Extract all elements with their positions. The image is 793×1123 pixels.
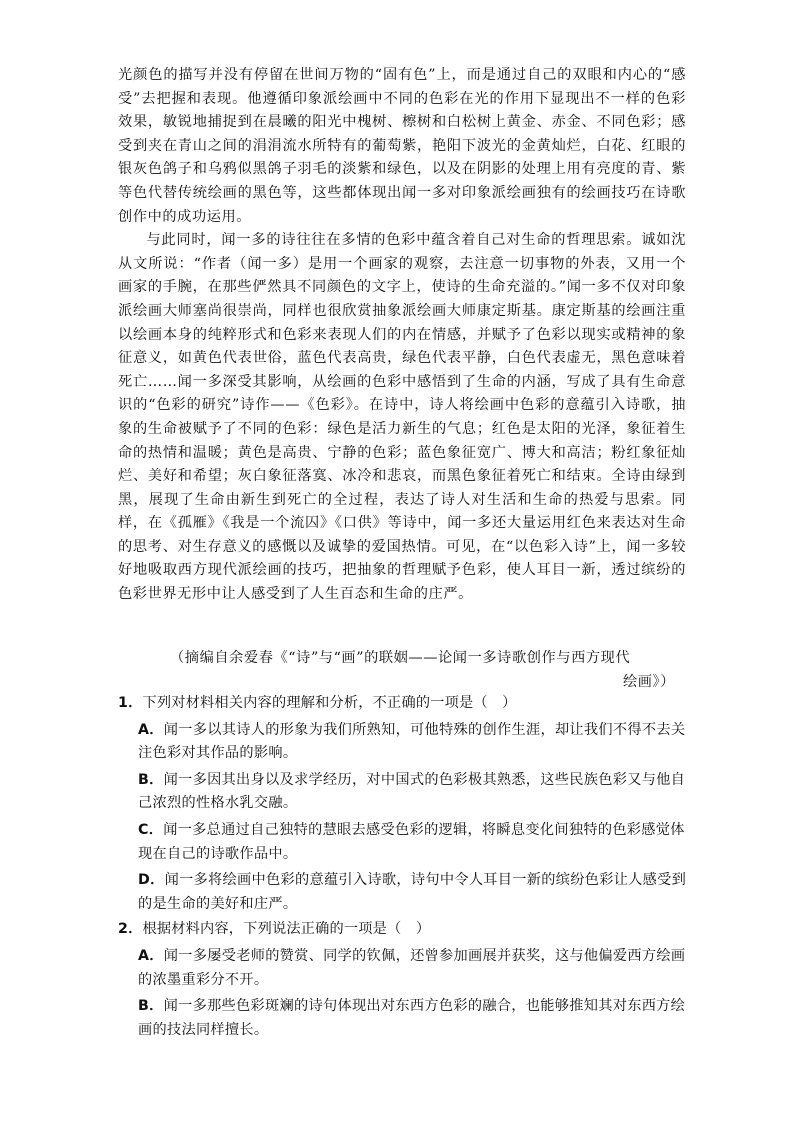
source-citation: [170, 647, 675, 694]
source-citation-line: （摘编自余爱春《“诗”与“画”的联姻——论闻一多诗歌创作与西方现代: [170, 650, 631, 666]
question-text: 根据材料内容，下列说法正确的一项是（ ）: [142, 921, 431, 938]
passage-paragraph: 光颜色的描写并没有停留在世间万物的“固有色”上，而是通过自己的双眼和内心的“感受”去把握和表现。他遵循印象派绘画中不同的色彩在光的作用下显现出不一样的色彩效果，敏锐地捕捉到在晨曦的阳光中槐树、檫树和白松树上黄金、赤金、不同色彩；感受到夹在青山之间的涓涓流水所特有的葡萄紫，艳阳下波光的金黄灿烂，白花、红眼的银灰色鸽子和乌鸦似黑鸽子羽毛的淡紫和绿色，以及在阴影的处理上用有亮度的青、紫等色代替传统绘画的黑色等，这些都体现出闻一多对印象派绘画独有的绘画技巧在诗歌创作中的成功运用。: [118, 67, 686, 225]
question-2: [118, 918, 688, 1042]
option-letter: A．: [138, 721, 164, 738]
option-text: 闻一多因其出身以及求学经历，对中国式的色彩极其熟悉，这些民族色彩又与他自己浓烈的性格水乳交融。: [138, 771, 686, 812]
question-stem: [118, 692, 688, 716]
question-stem: [118, 918, 688, 942]
option-letter: B．: [138, 771, 164, 788]
option-d: [118, 869, 688, 916]
option-letter: B．: [138, 998, 164, 1015]
option-text: 闻一多那些色彩斑斓的诗句体现出对东西方色彩的融合，也能够推知其对东西方绘画的技法同样擅长。: [138, 998, 686, 1038]
option-text: 闻一多屡受老师的赞赏、同学的钦佩，还曾参加画展并获奖，这与他偏爱西方绘画的浓墨重彩分不开。: [138, 947, 686, 988]
question-number: 1．: [118, 695, 143, 711]
option-text: 闻一多总通过自己独特的慧眼去感受色彩的逻辑，将瞬息变化间独特的色彩感觉体现在自己的诗歌作品中。: [138, 821, 685, 862]
reading-passage: [118, 64, 686, 607]
question-1: [118, 692, 688, 916]
option-letter: A．: [138, 947, 164, 964]
option-letter: C．: [138, 821, 164, 838]
option-b: [118, 769, 688, 816]
question-number: 2．: [118, 921, 143, 938]
option-text: 闻一多将绘画中色彩的意蕴引入诗歌，诗句中令人耳目一新的缤纷色彩让人感受到的是生命的美好和庄严。: [138, 872, 687, 912]
passage-paragraph: 与此同时，闻一多的诗往往在多情的色彩中蕴含着自己对生命的哲理思索。诚如沈从文所说：“作者（闻一多）是用一个画家的观察，去注意一切事物的外表，又用一个画家的手腕，在那些俨然具不同颜色的文字上，使诗的生命充溢的。”闻一多不仅对印象派绘画大师塞尚很崇尚，同样也很欣赏抽象派绘画大师康定斯基。康定斯基的绘画注重以绘画本身的纯粹形式和色彩来表现人们的内在情感，并赋予了色彩以现实或精神的象征意义，如黄色代表世俗，蓝色代表高贵，绿色代表平静，白色代表虚无，黑色意味着死亡……闻一多深受其影响，从绘画的色彩中感悟到了生命的内涵，写成了具有生命意识的“色彩的研究”诗作——《色彩》。在诗中，诗人将绘画中色彩的意蕴引入诗歌，抽象的生命被赋予了不同的色彩：绿色是活力新生的气息；红色是太阳的光泽，象征着生命的热情和温暖；黄色是高贵、宁静的色彩；蓝色象征宽广、博大和高洁；粉红象征灿烂、美好和希望；灰白象征落寞、冰冷和悲哀，而黑色象征着死亡和结束。全诗由绿到黑，展现了生命由新生到死亡的全过程，表达了诗人对生活和生命的热爱与思索。同样，在《孤雁》《我是一个流囚》《口供》等诗中，闻一多还大量运用红色来表达对生命的思考、对生存意义的感慨以及诚挚的爱国热情。可见，在“以色彩入诗”上，闻一多较好地吸取西方现代派绘画的技巧，把抽象的哲理赋予色彩，使人耳目一新，透过缤纷的色彩世界无形中让人感受到了人生百态和生命的庄严。: [118, 232, 686, 603]
option-a: [118, 945, 688, 992]
option-letter: D．: [138, 872, 165, 889]
option-a: [118, 719, 688, 766]
option-c: [118, 819, 688, 866]
source-citation-line: 绘画》）: [622, 673, 675, 690]
question-text: 下列对材料相关内容的理解和分析，不正确的一项是（ ）: [142, 695, 517, 711]
question-list: [118, 692, 688, 1044]
option-text: 闻一多以其诗人的形象为我们所熟知，可他特殊的创作生涯，却让我们不得不去关注色彩对其作品的影响。: [138, 721, 686, 762]
option-b: [118, 995, 688, 1042]
